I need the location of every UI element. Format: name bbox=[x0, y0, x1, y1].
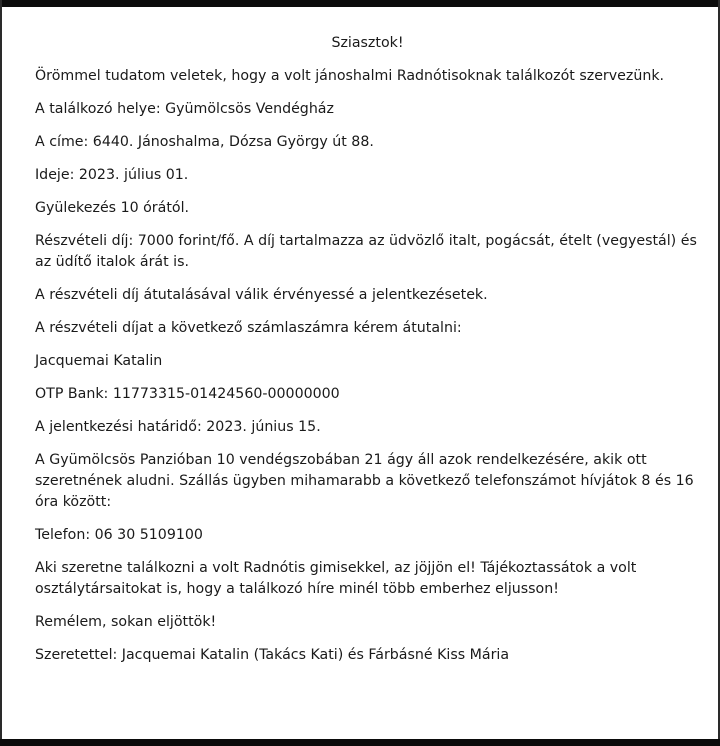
accommodation-line: szeretnének aludni. Szállás ügyben mihamarabb a következő telefonszámot hívjátok 8 és 16 bbox=[35, 473, 694, 489]
gathering-line: Gyülekezés 10 órától. bbox=[35, 200, 190, 216]
date-line: Ideje: 2023. július 01. bbox=[35, 167, 189, 183]
phone-line: Telefon: 06 30 5109100 bbox=[35, 527, 203, 543]
transfer-request-line: A részvételi díjat a következő számlaszámra kérem átutalni: bbox=[35, 320, 462, 336]
deadline-line: A jelentkezési határidő: 2023. június 15. bbox=[35, 419, 321, 435]
invite-line: osztálytársaitokat is, hogy a találkozó híre minél több emberhez eljusson! bbox=[35, 581, 559, 597]
invite-line: Aki szeretne találkozni a volt Radnótis gimisekkel, az jöjjön el! Tájékoztassátok a volt bbox=[35, 560, 637, 576]
fee-validity-line: A részvételi díj átutalásával válik érvényessé a jelentkezésetek. bbox=[35, 287, 488, 303]
accommodation-line: óra között: bbox=[35, 494, 112, 510]
closing-line: Remélem, sokan eljöttök! bbox=[35, 614, 217, 630]
greeting: Sziasztok! bbox=[331, 35, 404, 51]
signature-line: Szeretettel: Jacquemai Katalin (Takács Kati) és Fárbásné Kiss Mária bbox=[35, 647, 510, 663]
account-holder: Jacquemai Katalin bbox=[35, 353, 163, 369]
letter-body bbox=[35, 33, 700, 666]
fee-paragraph bbox=[35, 231, 700, 273]
accommodation-line: A Gyümölcsös Panzióban 10 vendégszobában 21 ágy áll azok rendelkezésére, akik ott bbox=[35, 452, 647, 468]
fee-line: az üdítő italok árát is. bbox=[35, 254, 190, 270]
bank-account: OTP Bank: 11773315-01424560-00000000 bbox=[35, 386, 340, 402]
intro-paragraph: Örömmel tudatom veletek, hogy a volt jánoshalmi Radnótisoknak találkozót szervezünk. bbox=[35, 68, 665, 84]
bottom-border bbox=[0, 739, 720, 746]
invite-paragraph bbox=[35, 558, 700, 600]
fee-line: Részvételi díj: 7000 forint/fő. A díj tartalmazza az üdvözlő italt, pogácsát, ételt (vegyestál) és bbox=[35, 233, 697, 249]
accommodation-paragraph bbox=[35, 450, 700, 513]
left-border bbox=[0, 0, 2, 746]
address-line: A címe: 6440. Jánoshalma, Dózsa György út 88. bbox=[35, 134, 374, 150]
top-border bbox=[0, 0, 720, 7]
venue-line: A találkozó helye: Gyümölcsös Vendégház bbox=[35, 101, 334, 117]
